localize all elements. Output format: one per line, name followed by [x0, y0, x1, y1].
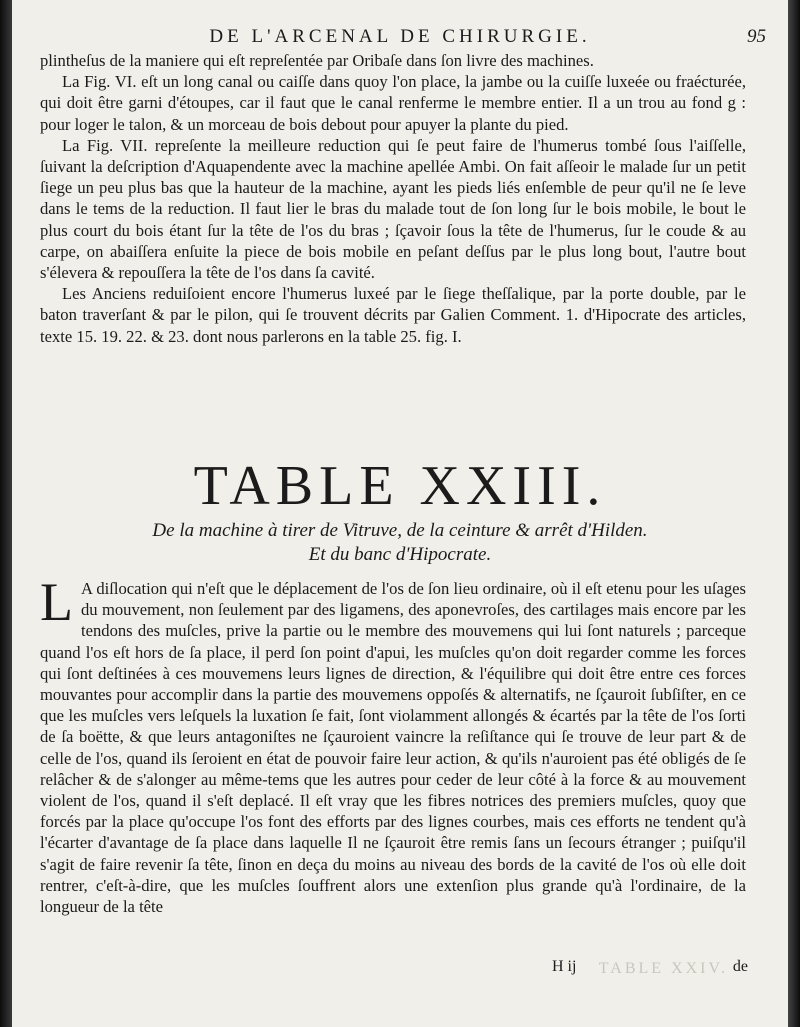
catchword: de [732, 958, 748, 975]
paragraph-fig-vi: La Fig. VI. eſt un long canal ou caiſſe dans quoy l'on place, la jambe ou la cuiſſe luxeée ou fraécturée, qui doit être garni d'étoupes, car il faut que le canal renferme le membre entier. Il a un trou au fond g : pour loger le talon, & un morceau de bois debout pour apuyer la plante du pied. [40, 72, 746, 134]
paragraph-fig-vii: La Fig. VII. repreſente la meilleure reduction qui ſe peut faire de l'humerus tombé ſous l'aiſſelle, ſuivant la deſcription d'Aquapendente avec la machine apellée Ambi. On fait aſſeoir le malade ſur un petit ſiege un peu plus bas que la hauteur de la machine, ayant les pieds liés enſemble de peur qu'il ne ſe leve dans le tems de la reduction. Il faut lier le bras du malade tout de ſon long ſur le bois mobile, le bout le plus court du bois étant ſur la tête de l'os du bras ; ſçavoir ſous la tête de l'humerus, ſur le coude & au carpe, on abaiſſera enſuite la piece de bois mobile en peſant deſſus par le plus long bout, l'autre bout s'élevera & repouſſera la tête de l'os dans ſa cavité. [40, 135, 746, 283]
bleed-through-text: TABLE XXIV. [598, 960, 728, 977]
paragraph-anciens: Les Anciens reduiſoient encore l'humerus luxeé par le ſiege theſſalique, par la porte double, par le baton traverſant & par le pilon, qui ſe trouvent décrits par Galien Comment. 1. d'Hipocrate des articles, texte 15. 19. 22. & 23. dont nous parlerons en la table 25. fig. I. [40, 284, 746, 346]
page-edge-right [788, 0, 800, 1027]
subtitle-line-2: Et du banc d'Hipocrate. [308, 544, 492, 565]
page-number: 95 [747, 26, 766, 47]
table-subtitle [52, 519, 748, 567]
page-edge-left [0, 0, 12, 1027]
body-text-top [40, 50, 746, 347]
paragraph: plintheſus de la maniere qui eſt repreſentée par Oribaſe dans ſon livre des machines. [40, 51, 594, 70]
body-text-main [40, 572, 746, 917]
book-page [12, 0, 788, 1027]
running-header: DE L'ARCENAL DE CHIRURGIE. [209, 26, 591, 47]
drop-capital: L [40, 572, 73, 632]
subtitle-line-1: De la machine à tirer de Vitruve, de la ceinture & arrêt d'Hilden. [152, 520, 648, 541]
page-footer [12, 958, 788, 980]
paragraph-dislocation: A diſlocation qui n'eſt que le déplacement de l'os de ſon lieu ordinaire, où il eſt etenu pour les uſages du mouvement, non ſeulement par des ligamens, des aponevroſes, des cartilages mais encore par les tendons des muſcles, prive la partie ou le membre des mouvemens qui lui ſont naturels ; parceque quand l'os eſt hors de ſa place, il perd ſon point d'apui, les muſcles qu'on doit regarder comme les forces qui ſont deſtinées à ces mouvemens leurs lignes de direction, & l'équilibre qui doit être entre ces forces mouvantes pour accomplir dans la partie des mouvemens oppoſés & alternatifs, ne ſçauroit ſubſiſter, en ce que les muſcles vers leſquels la luxation ſe fait, ſont violamment allongés & écartés par la tête de l'os ſorti de ſa boëtte, & que leurs antagoniſtes ne ſçauroient vaincre la reſiſtance qui ſe trouve de leur part & de celle de l'os, quand ils ſeroient en état de pouvoir faire leur action, & qu'ils n'auroient pas été obligés de ſe relâcher & de s'alonger au même-tems que les autres pour ceder de leur côté à la force & au mouvement violent de l'os, quand il s'eſt deplacé. Il eſt vray que les fibres notrices des premiers muſcles, quoy que forcés par la place qu'occupe l'os font des efforts par des lignes courbes, mais ces efforts ne tendent qu'à l'écarter d'avantage de ſa place dans laquelle Il ne ſçauroit être remis ſans un ſecours étranger ; puiſqu'il s'agit de faire revenir ſa tête, ſinon en deça du moins au niveau des bords de la cavité de l'os où elle doit rentrer, c'eſt-à-dire, que les muſcles ſouffrent alors une extenſion plus grande qu'à l'ordinaire, de la longueur de la tête [40, 579, 746, 917]
signature-mark: H ij [552, 958, 577, 975]
table-title: TABLE XXIII. [193, 455, 607, 517]
